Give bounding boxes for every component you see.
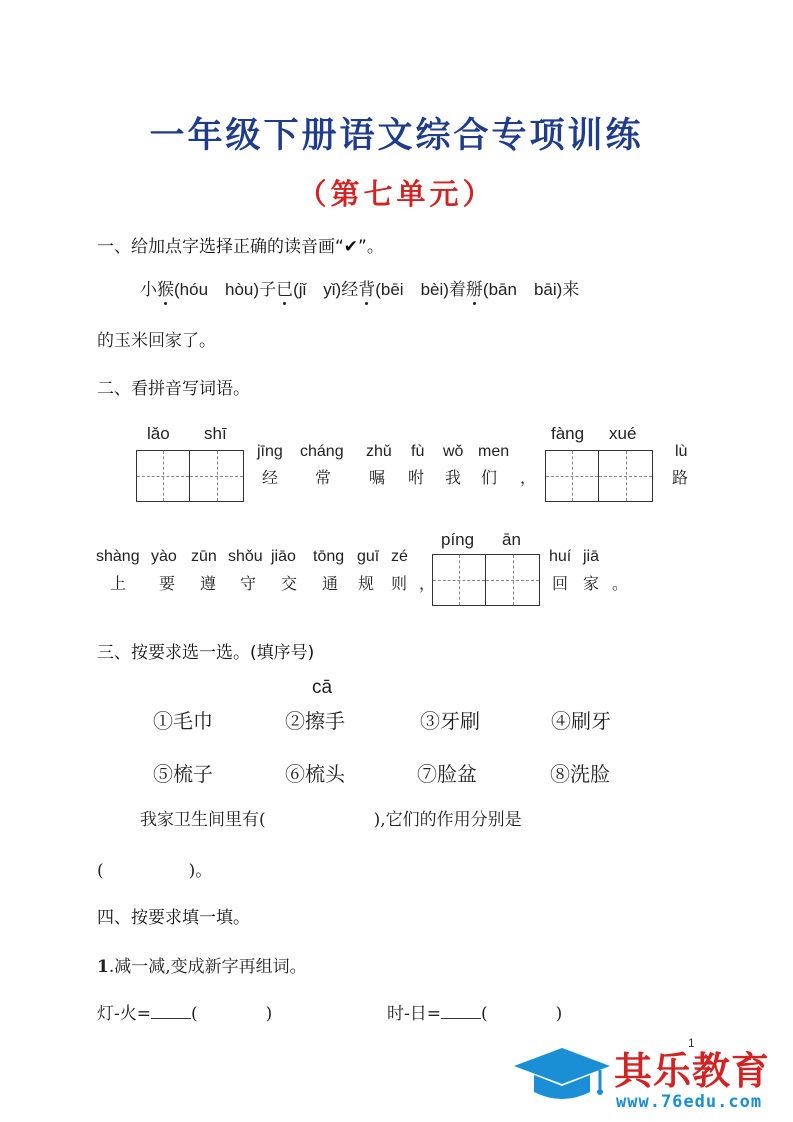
pinyin-shang: shàng [96,548,140,565]
option-8: ⑧洗脸 [550,762,610,786]
pinyin-wo: wǒ [443,443,464,460]
pinyin-jiao: jiāo [271,548,296,565]
pinyin-yao: yào [151,548,177,565]
section1-line1 [140,275,579,300]
option-3: ③牙刷 [420,709,480,733]
writing-grid-fangxue[interactable] [545,450,653,502]
section3-heading: 三、按要求选一选。(填序号) [97,643,315,663]
grid3-pinyin-1: píng [441,530,475,549]
char-ze: 则 [391,574,408,593]
word4-prefix: 着 [448,280,466,300]
equation-1-word-blank: ( ) [191,1004,273,1024]
char-shou: 守 [240,574,257,593]
equation-1-lhs: 灯-火= [97,1004,151,1024]
word2-pinyin-choice: (jǐ yǐ) [293,280,342,299]
char-comma: ， [419,574,436,593]
sentence1-part-a: 我家卫生间里有( [140,810,266,830]
section4-heading: 四、按要求填一填。 [97,908,250,928]
char-tong: 通 [322,574,339,593]
char-fu: 咐 [408,468,425,487]
ca-pinyin-annotation: cā [312,677,333,698]
section2-heading: 二、看拼音写词语。 [97,379,250,399]
word4-dotted: 掰 [466,275,483,300]
pinyin-zun: zūn [191,548,217,565]
option-7: ⑦脸盆 [417,762,477,786]
word4-pinyin-choice: (bān bāi) [482,280,563,299]
grid-cell[interactable] [599,451,652,501]
section3-sentence2: ( )。 [97,861,213,881]
char-jia: 家 [583,574,600,593]
pinyin-shou: shǒu [228,548,263,565]
option-4: ④刷牙 [551,709,611,733]
pinyin-chang: cháng [300,443,344,460]
pinyin-ze: zé [391,548,408,565]
grid-cell[interactable] [546,451,599,501]
equation-2-lhs: 时-日= [387,1004,441,1024]
logo-text: 其乐教育 [614,1049,771,1093]
option-1: ①毛巾 [153,709,213,733]
page-title: 一年级下册语文综合专项训练 [149,115,644,156]
char-shang: 上 [110,574,127,593]
word1-dotted: 猴 [157,275,174,300]
word2-dotted: 已 [276,275,293,300]
char-gui: 规 [358,574,375,593]
equation-2-word-blank: ( ) [481,1004,563,1024]
word3-prefix: 经 [341,280,359,300]
option-2: ②擦手 [285,709,345,733]
question-1-number: 1 [97,957,109,977]
pinyin-hui: huí [549,548,572,565]
pinyin-jing: jīng [257,443,283,460]
logo-url: www.76edu.com [616,1092,763,1112]
question-1-text: .减一减,变成新字再组词。 [108,957,307,977]
grid2-pinyin-2: xué [609,424,637,443]
grid3-pinyin-2: ān [502,530,521,549]
char-zhu: 嘱 [369,468,386,487]
char-zun: 遵 [200,574,217,593]
section1-line2: 的玉米回家了。 [97,331,216,351]
char-jiao: 交 [281,574,298,593]
question-1 [97,952,307,977]
section3-sentence1 [140,805,522,830]
word1-pinyin-choice: (hóu hòu) [174,280,260,299]
word1-prefix: 小 [140,280,157,300]
pinyin-fu: fù [411,443,425,460]
char-jing: 经 [262,468,279,487]
answer-underline-1[interactable] [151,1002,191,1019]
row2-tail-pinyin [0,548,793,568]
pinyin-lu: lù [675,443,688,460]
answer-underline-2[interactable] [441,1002,481,1019]
option-5: ⑤梳子 [153,762,213,786]
char-yao: 要 [159,574,176,593]
pinyin-zhu: zhǔ [366,443,392,460]
char-wo: 我 [445,468,462,487]
grid1-pinyin-2: shī [204,424,227,443]
grid1-pinyin-1: lǎo [147,424,170,443]
row2-tail-chars [0,571,793,593]
char-lu: 路 [672,468,689,487]
pinyin-men: men [478,443,510,460]
char-men: 们 [481,468,498,487]
char-comma: ， [520,468,537,487]
graduation-cap-icon [512,1044,612,1104]
pinyin-tong: tōng [313,548,345,565]
page-subtitle: （第七单元） [297,177,496,211]
pinyin-gui: guī [357,548,380,565]
equation-1 [97,999,272,1024]
equation-2 [387,999,562,1024]
sentence1-part-b: ),它们的作用分别是 [373,810,522,830]
section1-heading: 一、给加点字选择正确的读音画“✔”。 [97,237,384,257]
grid2-pinyin-1: fàng [551,424,585,443]
word2-prefix: 子 [259,280,277,300]
word5: 来 [562,280,580,300]
word3-dotted: 背 [358,275,375,300]
char-period: 。 [612,574,629,593]
page-number: 1 [688,1036,695,1050]
char-chang: 常 [315,468,332,487]
char-hui: 回 [552,574,569,593]
word3-pinyin-choice: (bēi bèi) [375,280,449,299]
pinyin-jia: jiā [583,548,600,565]
option-6: ⑥梳头 [285,762,345,786]
